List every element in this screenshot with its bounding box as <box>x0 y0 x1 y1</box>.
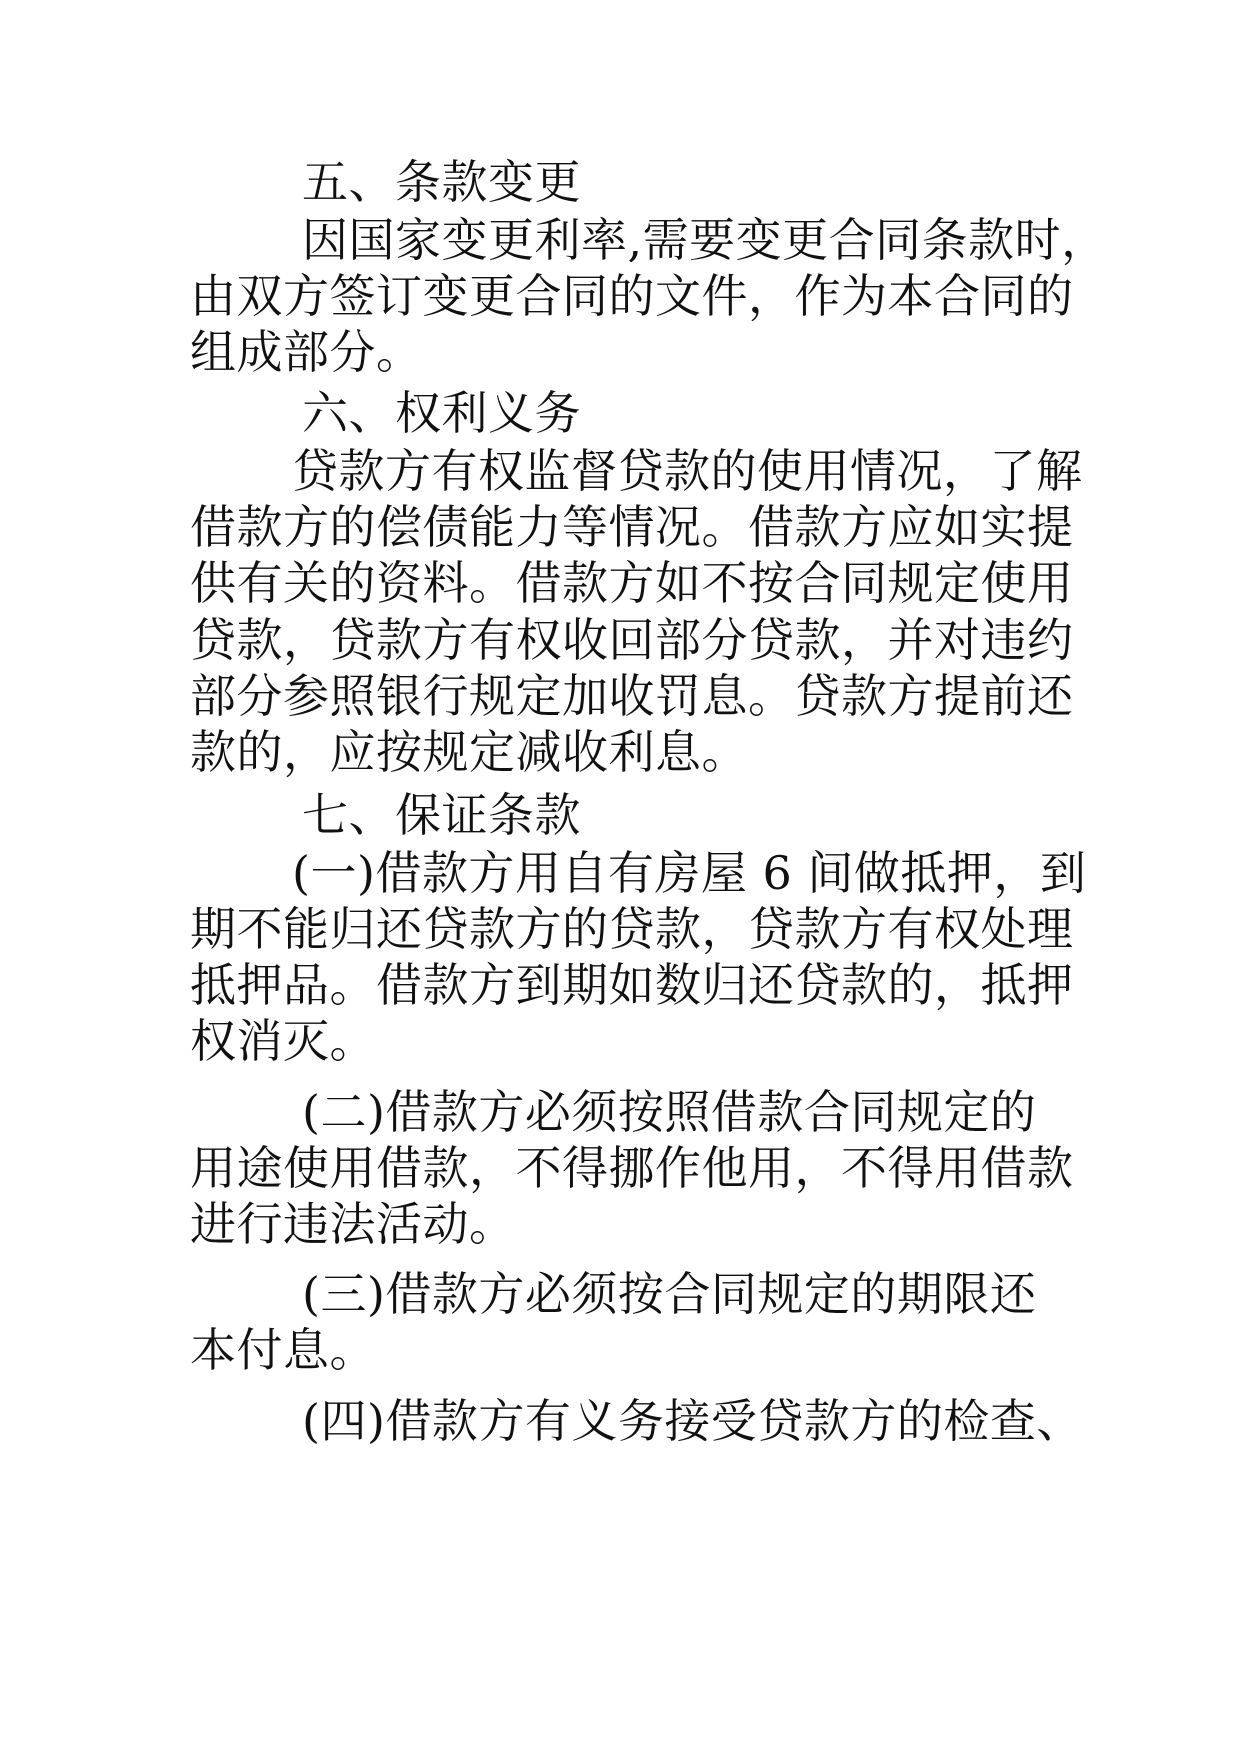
paragraph-line: 权消灭。 <box>190 1014 376 1068</box>
paragraph-line: (一)借款方用自有房屋 6 间做抵押，到 <box>292 846 1087 900</box>
paragraph-line: 供有关的资料。借款方如不按合同规定使用 <box>190 556 1074 610</box>
paragraph-line: (二)借款方必须按照借款合同规定的 <box>302 1085 1037 1139</box>
paragraph-line: 组成部分。 <box>190 325 423 379</box>
paragraph-line: 贷款，贷款方有权收回部分贷款，并对违约 <box>190 613 1074 667</box>
paragraph-line: 贷款方有权监督贷款的使用情况，了解 <box>292 444 1083 498</box>
paragraph-line: 因国家变更利率,需要变更合同条款时， <box>302 213 1108 267</box>
paragraph-line: 期不能归还贷款方的贷款，贷款方有权处理 <box>190 902 1074 956</box>
paragraph-line: 进行违法活动。 <box>190 1197 516 1251</box>
paragraph-line: 用途使用借款，不得挪作他用，不得用借款 <box>190 1141 1074 1195</box>
section-heading: 六、权利义务 <box>302 386 581 440</box>
paragraph-line: 部分参照银行规定加收罚息。贷款方提前还 <box>190 669 1074 723</box>
paragraph-line: (四)借款方有义务接受贷款方的检查、 <box>302 1394 1083 1448</box>
paragraph-line: 抵押品。借款方到期如数归还贷款的，抵押 <box>190 958 1074 1012</box>
paragraph-line: (三)借款方必须按合同规定的期限还 <box>302 1267 1037 1321</box>
paragraph-line: 款的，应按规定减收利息。 <box>190 725 748 779</box>
paragraph-line: 本付息。 <box>190 1323 376 1377</box>
paragraph-line: 借款方的偿债能力等情况。借款方应如实提 <box>190 500 1074 554</box>
section-heading: 五、条款变更 <box>302 155 581 209</box>
paragraph-line: 由双方签订变更合同的文件，作为本合同的 <box>190 269 1074 323</box>
section-heading: 七、保证条款 <box>302 788 581 842</box>
